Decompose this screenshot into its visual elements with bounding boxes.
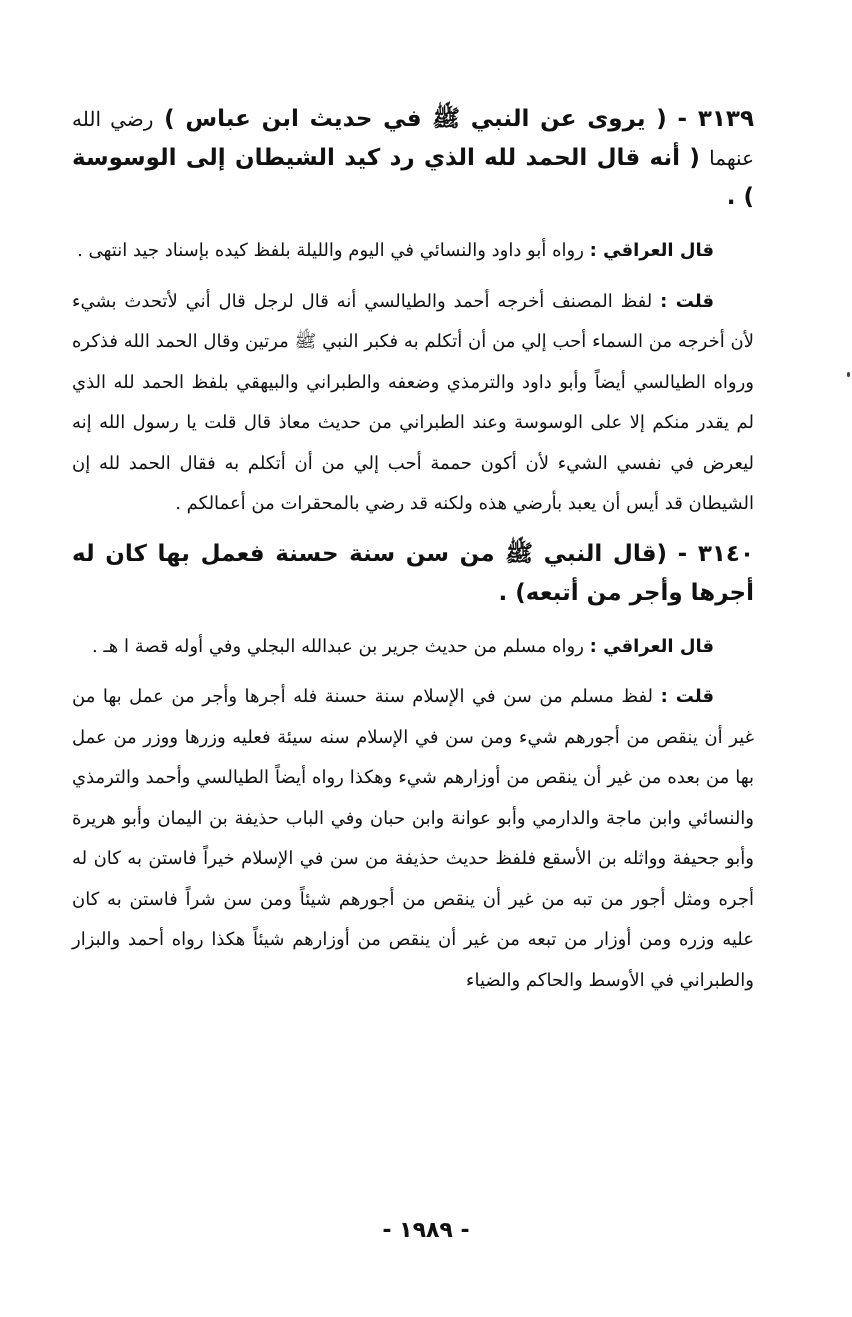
hadith-quote: ( أنه قال الحمد لله الذي رد كيد الشيطان إلى الوسوسة ) . (72, 145, 754, 210)
narrator-note: رضي الله عنهما (72, 107, 755, 170)
qult-comment (72, 282, 754, 525)
iraqi-comment (72, 627, 754, 668)
qult-label: قلت : (660, 290, 714, 312)
page-content (72, 100, 754, 1011)
iraqi-label: قال العراقي : (589, 635, 714, 657)
hadith-3139: ٣١٣٩ - ( يروى عن النبي ﷺ في حديث ابن عباس ) رضي الله عنهما ( أنه قال الحمد لله الذي رد كيد الشيطان إلى الوسوسة ) . (72, 106, 755, 210)
qult-label: قلت : (660, 686, 714, 707)
page-number: - ١٩٨٩ - (382, 1218, 470, 1243)
iraqi-text: رواه أبو داود والنسائي في اليوم والليلة بلفظ كيده بإسناد جيد انتهى . (77, 240, 584, 261)
qult-text: لفظ المصنف أخرجه أحمد والطيالسي أنه قال لرجل قال أني لأتحدث بشيء لأن أخرجه من السماء أحب إلي من أن أتكلم به فكبر النبي ﷺ مرتين وقال الحمد الله فذكره ورواه الطيالسي أيضاً وأبو داود والترمذي وضعفه والطبراني والبيهقي بلفظ الحمد لله الذي لم يقدر منكم إلا على الوسوسة وعند الطبراني من حديث معاذ قال قلت يا رسول الله إنه ليعرض في نفسي الشيء لأن أكون حممة أحب إلي من أن أتكلم به فقال الحمد لله إن الشيطان قد أيس أن يعبد بأرضي هذه ولكنه قد رضي بالمحقرات من أعمالكم . (72, 290, 754, 514)
qult-comment (72, 677, 754, 1001)
hadith-number: ٣١٣٩ (697, 106, 754, 132)
entry-3139 (72, 100, 754, 525)
iraqi-text: رواه مسلم من حديث جرير بن عبدالله البجلي وفي أوله قصة ا هـ . (92, 635, 584, 657)
hadith-text: (قال النبي ﷺ من سن سنة حسنة فعمل بها كان له أجرها وأجر من أتبعه) . (72, 540, 754, 606)
entry-3140 (72, 535, 754, 1002)
qult-text: لفظ مسلم من سن في الإسلام سنة حسنة فله أجرها وأجر من عمل بها من غير أن ينقص من أجورهم شيء ومن سن في الإسلام سنه سيئة فعليه وزرها ووزر من عمل بها من بعده من غير أن ينقص من أوزارهم شيء وهكذا رواه أيضاً الطيالسي وأحمد والترمذي والنسائي وابن ماجة والدارمي وأبو عوانة وابن حبان وفي الباب حذيفة بن اليمان وأبو هريرة وأبو جحيفة وواثله بن الأسقع فلفظ حديث حذيفة من سن في الإسلام خيراً فاستن به كان له أجره ومثل أجور من تبه من غير أن ينقص من أجورهم شيئاً ومن سن شراً فاستن به كان عليه وزره ومن أوزار من تبعه من غير أن ينقص من أوزارهم شيئاً هكذا رواه أحمد والبزار والطبراني في الأوسط والحاكم والضياء (72, 686, 755, 991)
hadith-3140: ٣١٤٠ - (قال النبي ﷺ من سن سنة حسنة فعمل بها كان له أجرها وأجر من أتبعه) . (72, 540, 754, 606)
iraqi-comment (72, 231, 754, 272)
hadith-number: ٣١٤٠ (697, 540, 754, 567)
hadith-text: ( يروى عن النبي ﷺ في حديث ابن عباس ) (164, 106, 667, 132)
iraqi-label: قال العراقي : (589, 240, 714, 261)
scan-speck (847, 372, 850, 377)
